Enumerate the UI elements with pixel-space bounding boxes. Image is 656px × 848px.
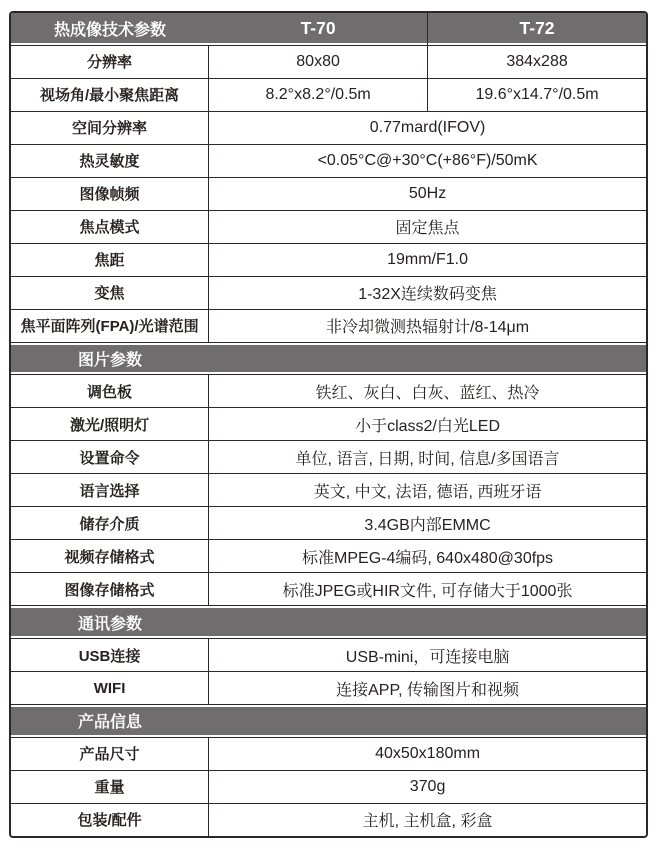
spec-label: 激光/照明灯 <box>11 408 209 440</box>
spec-value-t70: 8.2°x8.2°/0.5m <box>265 85 371 103</box>
table-row <box>11 144 646 177</box>
table-row <box>11 671 646 704</box>
table-header-row <box>11 13 646 45</box>
spec-label: 焦距 <box>11 244 209 276</box>
spec-value-t70: 80x80 <box>296 52 340 70</box>
table-row <box>11 276 646 309</box>
section-title: 图片参数 <box>78 352 143 369</box>
spec-label: 包装/配件 <box>11 804 209 836</box>
spec-label: 调色板 <box>11 375 209 407</box>
table-row <box>11 309 646 342</box>
table-row <box>11 473 646 506</box>
spec-label: 热灵敏度 <box>11 145 209 177</box>
table-row <box>11 243 646 276</box>
spec-value: 370g <box>409 777 446 795</box>
spec-label: 图像存储格式 <box>11 573 209 605</box>
spec-label: 图像帧频 <box>11 178 209 210</box>
section-header-row <box>11 704 646 737</box>
spec-label: 焦点模式 <box>11 211 209 243</box>
table-row <box>11 177 646 210</box>
thermal-spec-table <box>9 11 648 838</box>
spec-value: 0.77mard(IFOV) <box>369 118 486 136</box>
spec-label: 空间分辨率 <box>11 112 209 144</box>
spec-value: 英文, 中文, 法语, 德语, 西班牙语 <box>313 483 542 501</box>
spec-value-t72: 19.6°x14.7°/0.5m <box>427 79 646 111</box>
spec-label: 焦平面阵列(FPA)/光谱范围 <box>11 310 209 342</box>
spec-value: <0.05°C@+30°C(+86°F)/50mK <box>317 151 538 169</box>
section-title: 通讯参数 <box>78 615 143 633</box>
table-row <box>11 506 646 539</box>
table-row <box>11 45 646 78</box>
table-row <box>11 539 646 572</box>
spec-label: 视场角/最小聚焦距离 <box>11 79 209 111</box>
table-row <box>11 770 646 803</box>
table-row <box>11 638 646 671</box>
section-header-row <box>11 342 646 375</box>
spec-value: 标准JPEG或HIR文件, 可存储大于1000张 <box>282 582 573 600</box>
spec-value: 40x50x180mm <box>375 744 481 762</box>
section-title: 产品信息 <box>78 714 143 732</box>
column-header-t70: T-70 <box>300 18 336 39</box>
table-row <box>11 407 646 440</box>
spec-label: 储存介质 <box>11 507 209 539</box>
table-row <box>11 78 646 111</box>
spec-label: 变焦 <box>11 277 209 309</box>
spec-value: 3.4GB内部EMMC <box>364 516 491 534</box>
spec-label: 分辨率 <box>11 46 209 78</box>
table-row <box>11 111 646 144</box>
table-row <box>11 440 646 473</box>
spec-value: 小于class2/白光LED <box>355 417 501 435</box>
spec-label: 视频存储格式 <box>11 540 209 572</box>
spec-value-t72: 384x288 <box>427 46 646 78</box>
spec-label: 产品尺寸 <box>11 738 209 770</box>
spec-value: 连接APP, 传输图片和视频 <box>336 681 519 699</box>
spec-value: 非冷却微测热辐射计/8-14μm <box>326 319 530 337</box>
table-row <box>11 572 646 605</box>
table-title: 热成像技术参数 <box>54 22 167 40</box>
spec-value: 标准MPEG-4编码, 640x480@30fps <box>302 549 554 567</box>
table-row <box>11 737 646 770</box>
spec-value: USB-mini，可连接电脑 <box>345 648 510 666</box>
spec-value: 19mm/F1.0 <box>387 250 469 268</box>
spec-label: 重量 <box>11 771 209 803</box>
spec-label: 设置命令 <box>11 441 209 473</box>
spec-value: 主机, 主机盒, 彩盒 <box>362 813 493 831</box>
table-row <box>11 803 646 836</box>
spec-value: 50Hz <box>408 184 447 202</box>
table-row <box>11 210 646 243</box>
spec-label: 语言选择 <box>11 474 209 506</box>
column-header-t72: T-72 <box>427 13 646 45</box>
spec-value: 铁红、灰白、白灰、蓝红、热冷 <box>315 384 540 402</box>
spec-label: USB连接 <box>11 639 209 671</box>
spec-value: 1-32X连续数码变焦 <box>358 286 497 304</box>
spec-value: 单位, 语言, 日期, 时间, 信息/多国语言 <box>295 450 560 468</box>
table-row <box>11 374 646 407</box>
spec-value: 固定焦点 <box>395 220 460 238</box>
section-header-row <box>11 605 646 638</box>
spec-label: WIFI <box>11 672 209 704</box>
